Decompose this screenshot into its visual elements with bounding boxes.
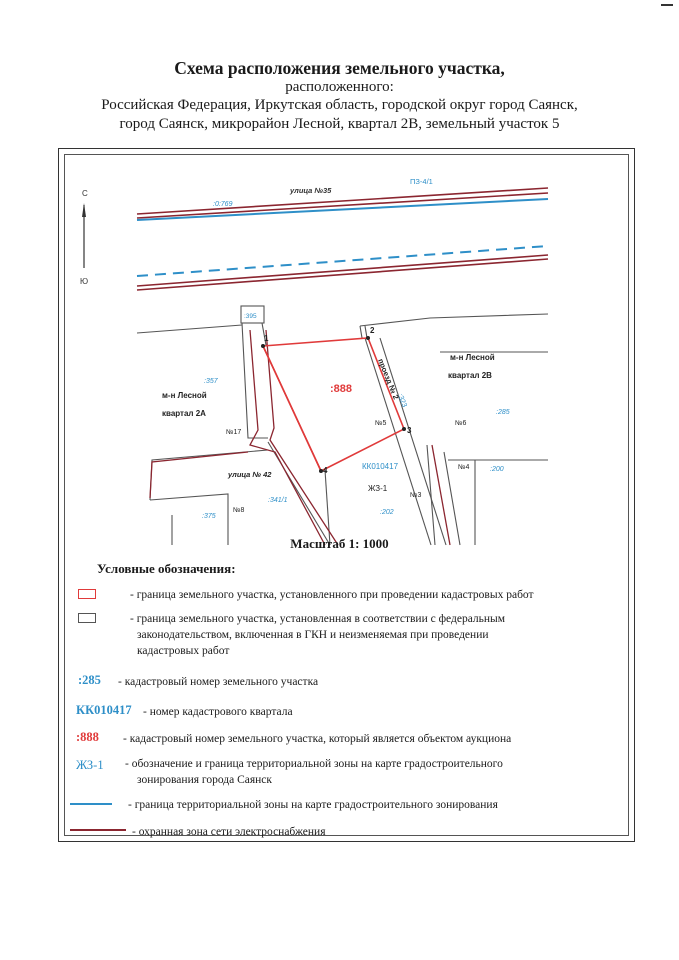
plot-888-cad-label: :888	[330, 383, 353, 395]
legend-item-1: - граница земельного участка, установленного при проведении кадастровых работ	[130, 589, 534, 601]
plot-5-label: №5	[375, 420, 387, 427]
legend-blue-line-swatch	[70, 803, 112, 805]
cad-200-label: :200	[490, 466, 504, 473]
district-2a-line1: м-н Лесной	[162, 391, 207, 400]
legend-item-2-line3: кадастровых работ	[137, 645, 230, 657]
legend-item-4: - номер кадастрового квартала	[143, 706, 293, 718]
district-2v-line2: квартал 2В	[448, 371, 492, 380]
legend-item-6-line2: зонирования города Саянск	[137, 774, 272, 786]
zone-zh-label: ЖЗ-1	[368, 484, 388, 493]
compass-south-label: Ю	[80, 277, 89, 286]
compass-north-label: С	[82, 189, 88, 198]
street-42-label: улица № 42	[228, 470, 272, 479]
plot-4-label: №4	[458, 464, 470, 471]
point-4-label: 4	[323, 466, 328, 475]
zone-boundary-dashed	[137, 246, 548, 276]
cad-202-label: :202	[380, 509, 394, 516]
legend-quarter-code: КК010417	[76, 703, 132, 717]
legend-item-5: - кадастровый номер земельного участка, который является объектом аукциона	[123, 733, 512, 745]
passage-cad-label: :323	[396, 393, 408, 409]
protection-zone-passage	[150, 330, 450, 545]
point-2-label: 2	[370, 326, 375, 335]
plot-6-label: №6	[455, 420, 467, 427]
zone-pz-label: ПЗ-4/1	[410, 177, 433, 186]
district-2v-line1: м-н Лесной	[450, 353, 495, 362]
cad-375-label: :375	[202, 513, 216, 520]
legend-item-6-line1: - обозначение и граница территориальной зоны на карте градостроительного	[125, 758, 503, 770]
legend-auction-code: :888	[76, 730, 99, 744]
plot-17-label: №17	[226, 429, 242, 436]
legend-heading: Условные обозначения:	[97, 561, 236, 576]
legend-gray-boundary-swatch	[78, 613, 96, 623]
legend-item-2-line1: - граница земельного участка, установленная в соответствии с федеральным	[130, 613, 506, 625]
registered-boundaries	[137, 306, 548, 545]
legend-darkred-line-swatch	[70, 829, 126, 831]
legend-item-3: - кадастровый номер земельного участка	[118, 676, 319, 688]
passage-label: проезд № 2	[376, 357, 401, 401]
street-35-label: улица №35	[290, 186, 332, 195]
point-3-label: 3	[407, 426, 412, 435]
legend-red-boundary-swatch	[78, 589, 96, 599]
legend-zone-code: ЖЗ-1	[76, 758, 104, 772]
cad-769-label: :0:769	[213, 201, 233, 208]
cad-395-label: :395	[244, 313, 257, 320]
legend-item-2-line2: законодательством, включенная в ГКН и неизменяемая при проведении	[137, 629, 489, 641]
plot-8-label: №8	[233, 507, 245, 514]
cad-285-label: :285	[496, 409, 510, 416]
plot-3-label: №3	[410, 492, 422, 499]
cad-341-label: :341/1	[268, 497, 288, 504]
compass-icon	[80, 189, 88, 286]
district-2a-line2: квартал 2А	[162, 409, 206, 418]
address-line-2: город Саянск, микрорайон Лесной, квартал 2В, земельный участок 5	[119, 116, 560, 132]
protection-zone-lines	[137, 188, 548, 290]
document-title: Схема расположения земельного участка,	[174, 58, 505, 78]
legend-item-8: - охранная зона сети электроснабжения	[132, 826, 326, 838]
quarter-number-label: КК010417	[362, 462, 399, 471]
scale-label: Масштаб 1: 1000	[290, 536, 389, 551]
address-line-1: Российская Федерация, Иркутская область, городской округ город Саянск,	[101, 97, 578, 113]
document-subtitle: расположенного:	[285, 79, 394, 95]
legend-cad-code: :285	[78, 673, 101, 687]
point-1-label: 1	[264, 334, 269, 343]
cad-357-label: :357	[204, 378, 218, 385]
legend-item-7: - граница территориальной зоны на карте градостроительного зонирования	[128, 799, 498, 811]
